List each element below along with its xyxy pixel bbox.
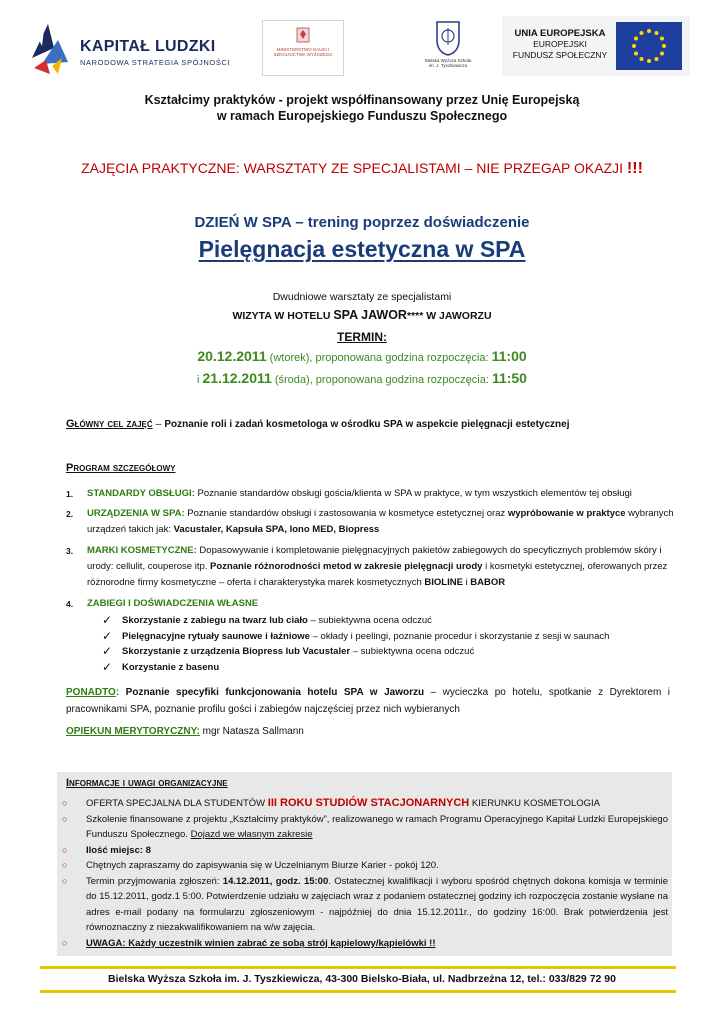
info-highlight: III ROKU STUDIÓW STACJONARNYCH: [267, 797, 470, 809]
eagle-emblem-icon: [296, 27, 310, 43]
check-item: [102, 644, 682, 660]
info-item: [62, 858, 668, 874]
item-bold-2: BIOLINE: [424, 577, 463, 588]
check-bold: Skorzystanie z zabiegu na twarz lub ciało: [122, 615, 308, 626]
school-caption: Bielska Wyższa Szkoła im. J. Tyszkiewicza: [424, 58, 472, 68]
info-warning: UWAGA: Każdy uczestnik winien zabrać ze sobą strój kąpielowy/kąpielówki !!: [86, 937, 436, 949]
program-heading: Program szczegółowy: [66, 462, 176, 474]
item-bold: Poznanie różnorodności metod w zakresie pielęgnacji urody: [210, 561, 483, 572]
eu-star-icon: [634, 37, 638, 41]
time-2: 11:50: [491, 370, 527, 386]
goal-text: Poznanie roli i zadań kosmetologa w ośrodku SPA w aspekcie pielęgnacji estetycznej: [164, 419, 570, 430]
info-text: Szkolenie finansowane z projektu „Kształcimy praktyków”, realizowanego w ramach Programu Operacyjnego Kapitał Ludzki Europejskiego Funduszu Społecznego.: [86, 813, 668, 840]
info-item: [62, 796, 668, 812]
bullet-icon: ○: [62, 937, 68, 948]
eu-star-icon: [655, 31, 659, 35]
item-text-2: wybranych urządzeń takich jak:: [87, 508, 674, 535]
item-number: 3.: [66, 546, 74, 556]
info-underline: Dojazd we własnym zakresie: [190, 829, 313, 840]
item-text-3: i: [462, 577, 471, 588]
checkmark-icon: ✓: [102, 628, 113, 643]
eu-flag-icon: [616, 22, 682, 70]
visit-suffix: **** W JAWORZU: [406, 310, 492, 322]
info-bold: Ilość miejsc: 8: [86, 844, 151, 856]
eu-line2: EUROPEJSKI: [533, 39, 587, 49]
eu-star-icon: [655, 57, 659, 61]
workshop-line: Dwudniowe warsztaty ze specjalistami: [272, 291, 452, 303]
item-text: Dopasowywanie i kompletowanie pielęgnacyjnych pakietów zabiegowych do specyficznych problemów skóry i urody: cellulit, couperose itp.: [87, 545, 662, 572]
item-bold: wypróbowanie w praktyce: [507, 508, 626, 519]
project-line-2: w ramach Europejskiego Funduszu Społecznego: [216, 109, 508, 123]
headline: [0, 160, 724, 178]
item-body: [87, 486, 677, 502]
eu-title: UNIA EUROPEJSKA: [514, 28, 606, 39]
item-number: 2.: [66, 509, 74, 519]
footer-address: Bielska Wyższa Szkoła im. J. Tyszkiewicza, 43-300 Bielsko-Biała, ul. Nadbrzeżna 12, tel.: 033/829 72 90: [108, 973, 616, 985]
item-colon: :: [181, 508, 185, 519]
date-2: [0, 370, 724, 386]
visit-line: [0, 308, 724, 322]
kapital-ludzki-subtitle: NARODOWA STRATEGIA SPÓJNOŚCI: [80, 58, 231, 67]
check-item: [102, 613, 682, 629]
info-item: [62, 843, 668, 859]
check-text: – subiektywna ocena odczuć: [350, 646, 475, 657]
goal-dash: –: [152, 418, 165, 430]
item-colon: :: [191, 488, 195, 499]
ministry-text: MINISTERSTWO NAUKI I SZKOLNICTWA WYŻSZEGO: [273, 47, 333, 57]
eu-star-icon: [632, 44, 636, 48]
info-text: OFERTA SPECJALNA DLA STUDENTÓW: [86, 798, 268, 809]
info-bold: 14.12.2011, godz. 15:00: [222, 875, 329, 887]
ministry-logo: [262, 20, 344, 76]
item-label: URZĄDZENIA W SPA: [87, 508, 182, 519]
item-bold-2: Vacustaler, Kapsuła SPA, lono MED, Biopress: [173, 524, 380, 535]
opiekun-name: mgr Natasza Sallmann: [199, 726, 304, 737]
info-item: [62, 936, 668, 952]
checkmark-icon: ✓: [102, 659, 113, 674]
item-label: ZABIEGI I DOŚWIADCZENIA WŁASNE: [87, 598, 259, 609]
checkmark-icon: ✓: [102, 644, 113, 658]
project-line-1: Kształcimy praktyków - projekt współfinansowany przez Unię Europejską: [144, 93, 580, 107]
termin-label: TERMIN:: [337, 330, 387, 344]
eu-star-icon: [660, 37, 664, 41]
info-text-2: . Ostatecznej kwalifikacji i wyboru spośród chętnych dokona komisja w terminie do 15.12.2011, godz.1 5:00. Potwierdzenie udziału w zajęciach wraz z podaniem ostatecznej godziny ich rozpoczęcia zostanie wysłane na adres e-mail podany na formularzu zgłoszeniowym - najpóźniej do dnia 15.12.2011r., do godziny 16:00. Brak potwierdzenia jest równoznaczny z niezakwalifikowaniem na w/w zajęcia.: [86, 875, 669, 933]
date-1-value: 20.12.2011: [197, 348, 267, 364]
check-item: [102, 660, 682, 676]
kapital-ludzki-logo: [28, 18, 258, 76]
eu-logo: [502, 16, 690, 76]
eu-star-icon: [634, 52, 638, 56]
ponadto-colon: :: [115, 687, 120, 698]
eu-text: [508, 28, 612, 61]
eu-star-icon: [647, 59, 651, 63]
date-2-prefix: i: [197, 374, 203, 386]
eu-star-icon: [647, 29, 651, 33]
item-colon: :: [193, 545, 197, 556]
eu-star-icon: [662, 44, 666, 48]
item-text-2: i kosmetyki estetycznej, oferowanych przez różnorodne firmy kosmetyczne – oferta i charakterystyka marek kosmetycznych: [87, 561, 668, 588]
eu-star-icon: [640, 31, 644, 35]
eu-line3: FUNDUSZ SPOŁECZNY: [512, 50, 608, 60]
ponadto-bold: Poznanie specyfiki funkcjonowania hotelu SPA w Jaworzu: [119, 687, 425, 698]
info-list: [62, 796, 668, 951]
check-bold: Skorzystanie z urządzenia Biopress lub Vacustaler: [122, 646, 351, 657]
headline-exclaim: !!!: [626, 160, 643, 177]
item-number: 4.: [66, 599, 74, 609]
item-label: MARKI KOSMETYCZNE: [87, 545, 194, 556]
school-emblem-icon: [434, 18, 462, 56]
check-bold: Korzystanie z basenu: [122, 661, 220, 673]
goal: [66, 418, 706, 430]
bullet-icon: ○: [62, 798, 68, 808]
visit-hotel: SPA JAWOR: [333, 308, 407, 322]
time-1: 11:00: [491, 348, 527, 364]
bullet-icon: ○: [62, 860, 68, 870]
item-label: STANDARDY OBSŁUGI: [87, 488, 192, 499]
info-item: [62, 874, 668, 936]
opiekun: [66, 726, 304, 737]
date-2-rest: (środa), proponowana godzina rozpoczęcia:: [271, 374, 492, 386]
ponadto-text: – wycieczka po hotelu, spotkanie z Dyrektorem i pracownikami SPA, poznanie profilu gości i zabiegów najczęściej przez nich wybieranych: [66, 687, 670, 715]
ponadto: [66, 684, 670, 718]
date-2-value: 21.12.2011: [202, 370, 272, 386]
kapital-ludzki-title: KAPITAŁ LUDZKI: [80, 38, 216, 55]
kapital-ludzki-emblem-icon: [28, 18, 78, 76]
headline-text: ZAJĘCIA PRAKTYCZNE: WARSZTATY ZE SPECJALISTAMI – NIE PRZEGAP OKAZJI: [81, 160, 627, 176]
check-bold: Pielęgnacyjne rytuały saunowe i łaźniowe: [122, 630, 310, 642]
item-body: [87, 506, 677, 538]
checkmark-icon: ✓: [102, 613, 113, 627]
bullet-icon: ○: [62, 875, 68, 886]
item-text: Poznanie standardów obsługi gościa/klienta w SPA w praktyce, w tym wszystkich elementów tej obsługi: [194, 488, 632, 499]
footer-rule-bottom: [40, 990, 676, 993]
info-heading: Informacje i uwagi organizacyjne: [66, 777, 228, 789]
visit-prefix: WIZYTA W HOTELU: [232, 310, 334, 322]
info-item: [62, 812, 668, 843]
info-text: Termin przyjmowania zgłoszeń:: [86, 875, 223, 887]
eu-star-icon: [660, 52, 664, 56]
checklist: [102, 613, 682, 675]
eu-star-icon: [640, 57, 644, 61]
day-title: DZIEŃ W SPA – trening poprzez doświadczenie: [194, 214, 530, 231]
item-bold-3: BABOR: [470, 577, 506, 588]
info-text: Chętnych zapraszamy do zapisywania się w Uczelnianym Biurze Karier - pokój 120.: [86, 860, 439, 871]
project-info: [0, 92, 724, 124]
date-1-rest: (wtorek), proponowana godzina rozpoczęcia:: [266, 352, 492, 364]
item-body: [87, 543, 677, 591]
footer-rule-top: [40, 966, 676, 969]
check-item: [102, 629, 682, 645]
item-body: [87, 596, 677, 612]
bullet-icon: ○: [62, 813, 68, 824]
check-text: – okłady i peelingi, poznanie procedur i skorzystanie z sesji w saunach: [309, 630, 610, 642]
opiekun-label: OPIEKUN MERYTORYCZNY:: [66, 726, 200, 737]
item-text: Poznanie standardów obsługi i zastosowania w kosmetyce estetycznej oraz: [184, 508, 508, 519]
bullet-icon: ○: [62, 844, 68, 855]
school-logo: [424, 18, 472, 74]
check-text: – subiektywna ocena odczuć: [307, 615, 432, 626]
ponadto-label: PONADTO: [66, 687, 116, 698]
main-title: Pielęgnacja estetyczna w SPA: [198, 236, 526, 262]
goal-label: Główny cel zajęć: [66, 418, 153, 430]
item-number: 1.: [66, 489, 74, 499]
date-1: [0, 348, 724, 364]
info-text-end: KIERUNKU KOSMETOLOGIA: [469, 798, 600, 809]
